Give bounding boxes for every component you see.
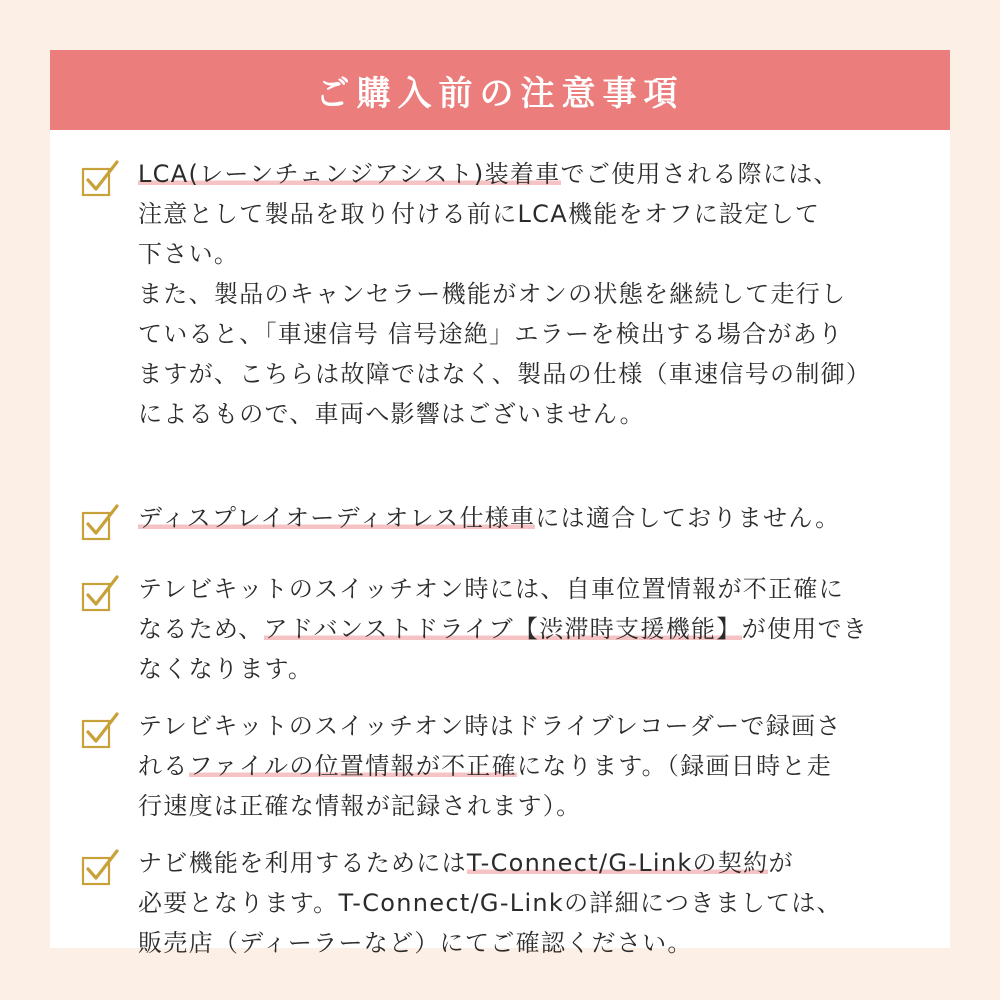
text-line: 注意として製品を取り付ける前にLCA機能をオフに設定して (138, 200, 821, 228)
text-line: 下さい。 (138, 240, 240, 268)
notice-text (138, 843, 948, 963)
text-line (138, 609, 948, 649)
text-line: ますが、こちらは故障ではなく、製品の仕様（車速信号の制御） (138, 360, 872, 388)
highlighted-text: T-Connect/G-Linkの契約 (466, 849, 769, 877)
text-line: なくなります。 (138, 655, 314, 683)
header-banner (50, 50, 950, 130)
notice-text (138, 706, 948, 826)
text-line: テレビキットのスイッチオン時はドライブレコーダーで録画さ (138, 712, 842, 740)
text-span: でご使用される際には、 (560, 160, 839, 188)
highlighted-text: LCA(レーンチェンジアシスト)装着車 (138, 160, 561, 188)
text-span: が (768, 849, 794, 877)
checkbox-check-icon (80, 571, 124, 615)
text-line: 行速度は正確な情報が記録されます）。 (138, 792, 582, 820)
text-span: には適合しておりません。 (535, 504, 841, 532)
text-line (138, 154, 948, 194)
checkbox-check-icon (80, 708, 124, 752)
notice-text (138, 154, 948, 434)
text-line (138, 843, 948, 883)
text-span: が使用でき (741, 615, 869, 643)
text-line: ていると、「車速信号 信号途絶」エラーを検出する場合があり (138, 320, 844, 348)
text-span: ナビ機能を利用するためには (138, 849, 467, 877)
checkbox-check-icon (80, 156, 124, 200)
text-line: 必要となります。T-Connect/G-Linkの詳細につきましては、 (138, 889, 842, 917)
text-line: テレビキットのスイッチオン時には、自車位置情報が不正確に (138, 575, 844, 603)
notice-text (138, 498, 948, 538)
text-line (138, 498, 948, 538)
text-line (138, 746, 948, 786)
text-span: なるため、 (138, 615, 264, 643)
text-span: になります。（録画日時と走 (517, 752, 833, 780)
checkbox-check-icon (80, 845, 124, 889)
text-line: によるもので、車両へ影響はございません。 (138, 400, 645, 428)
highlighted-text: ディスプレイオーディオレス仕様車 (138, 504, 536, 532)
text-line: 販売店（ディーラーなど）にてご確認ください。 (138, 929, 693, 957)
highlighted-text: アドバンストドライブ【渋滞時支援機能】 (263, 615, 742, 643)
checkbox-check-icon (80, 500, 124, 544)
highlighted-text: ファイルの位置情報が不正確 (188, 752, 518, 780)
notice-text (138, 569, 948, 689)
notice-card (50, 50, 950, 957)
text-span: れる (138, 752, 189, 780)
text-line: また、製品のキャンセラー機能がオンの状態を継続して走行し (138, 280, 847, 308)
page-title: ご購入前の注意事項 (315, 73, 685, 114)
